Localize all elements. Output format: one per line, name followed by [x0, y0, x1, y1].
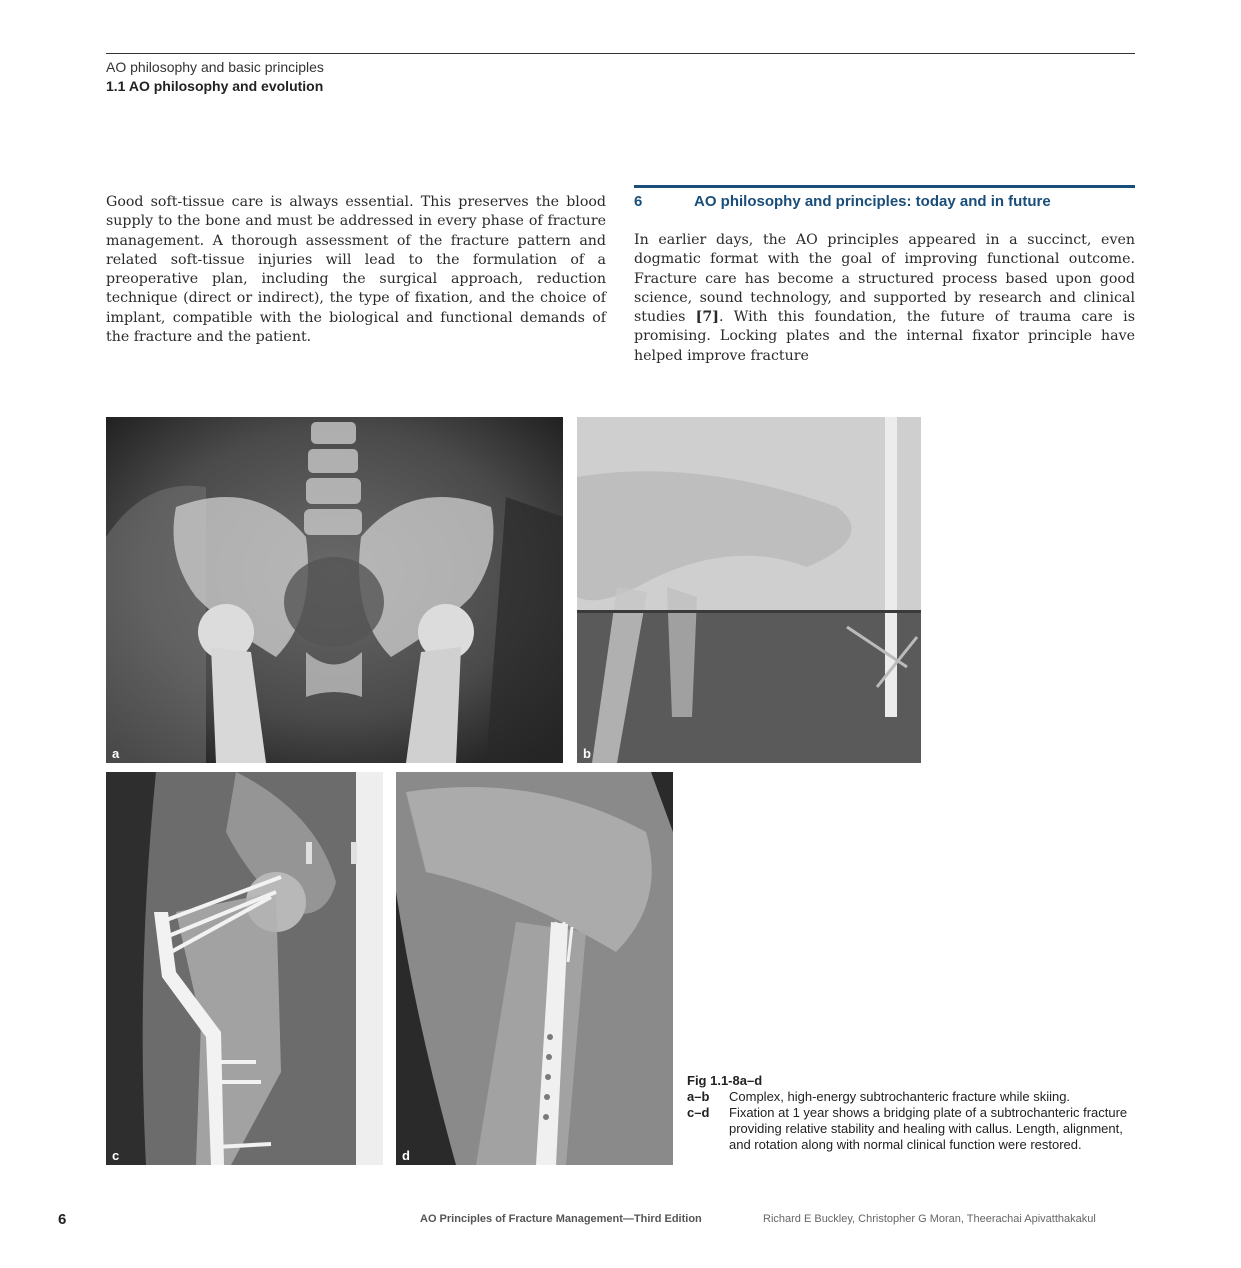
pelvis-ap-xray-image [106, 417, 563, 763]
section-rule [634, 185, 1135, 188]
running-header-section: 1.1 AO philosophy and evolution [106, 78, 324, 94]
panel-label-d: d [402, 1148, 410, 1163]
subtrochanteric-fracture-xray-image [577, 417, 921, 763]
caption-item [687, 1105, 1137, 1153]
caption-item [687, 1089, 1137, 1105]
bridging-plate-lateral-xray-image [396, 772, 673, 1165]
page-number: 6 [58, 1211, 67, 1228]
running-header-chapter: AO philosophy and basic principles [106, 59, 324, 75]
section-number: 6 [634, 193, 643, 210]
caption-key: c–d [687, 1105, 710, 1120]
paragraph-text: In earlier days, the AO principles appeared in a succinct, even dogmatic format with the goal of improving functional outcome. Fracture care has become a structured process based upon good science, sound technology, and supported by research and clinical studies [634, 232, 1135, 326]
footer-book-title: AO Principles of Fracture Management—Third Edition [420, 1213, 702, 1225]
panel-label-b: b [583, 746, 591, 761]
figure-panel-a [106, 417, 563, 763]
right-column-paragraph [634, 231, 1135, 367]
paragraph-text-continued: . With this foundation, the future of trauma care is promising. Locking plates and the internal fixator principle have helped improve fracture [634, 309, 1135, 364]
caption-text: Fixation at 1 year shows a bridging plate of a subtrochanteric fracture providing relative stability and healing with callus. Length, alignment, and rotation along with normal clinical function were restored. [729, 1105, 1128, 1152]
footer-authors: Richard E Buckley, Christopher G Moran, Theerachai Apivatthakakul [763, 1213, 1096, 1225]
caption-text: Complex, high-energy subtrochanteric fracture while skiing. [729, 1089, 1071, 1104]
header-rule [106, 53, 1135, 54]
citation-reference: [7] [695, 309, 719, 326]
panel-label-a: a [112, 746, 120, 761]
section-title: AO philosophy and principles: today and in future [694, 193, 1051, 210]
caption-key: a–b [687, 1089, 710, 1104]
figure-panel-d [396, 772, 673, 1165]
panel-label-c: c [112, 1148, 120, 1163]
figure-caption [687, 1073, 1137, 1153]
figure-panel-b [577, 417, 921, 763]
caption-title: Fig 1.1-8a–d [687, 1073, 763, 1088]
bridging-plate-ap-xray-image [106, 772, 383, 1165]
left-column-paragraph: Good soft-tissue care is always essential. This preserves the blood supply to the bone and must be addressed in every phase of fracture management. A thorough assessment of the fracture pattern and related soft-tissue injuries will lead to the formulation of a preoperative plan, including the surgical approach, reduction technique (direct or indirect), the type of fixation, and the choice of implant, compatible with the biological and functional demands of the fracture and the patient. [106, 194, 606, 346]
figure-panel-c [106, 772, 383, 1165]
